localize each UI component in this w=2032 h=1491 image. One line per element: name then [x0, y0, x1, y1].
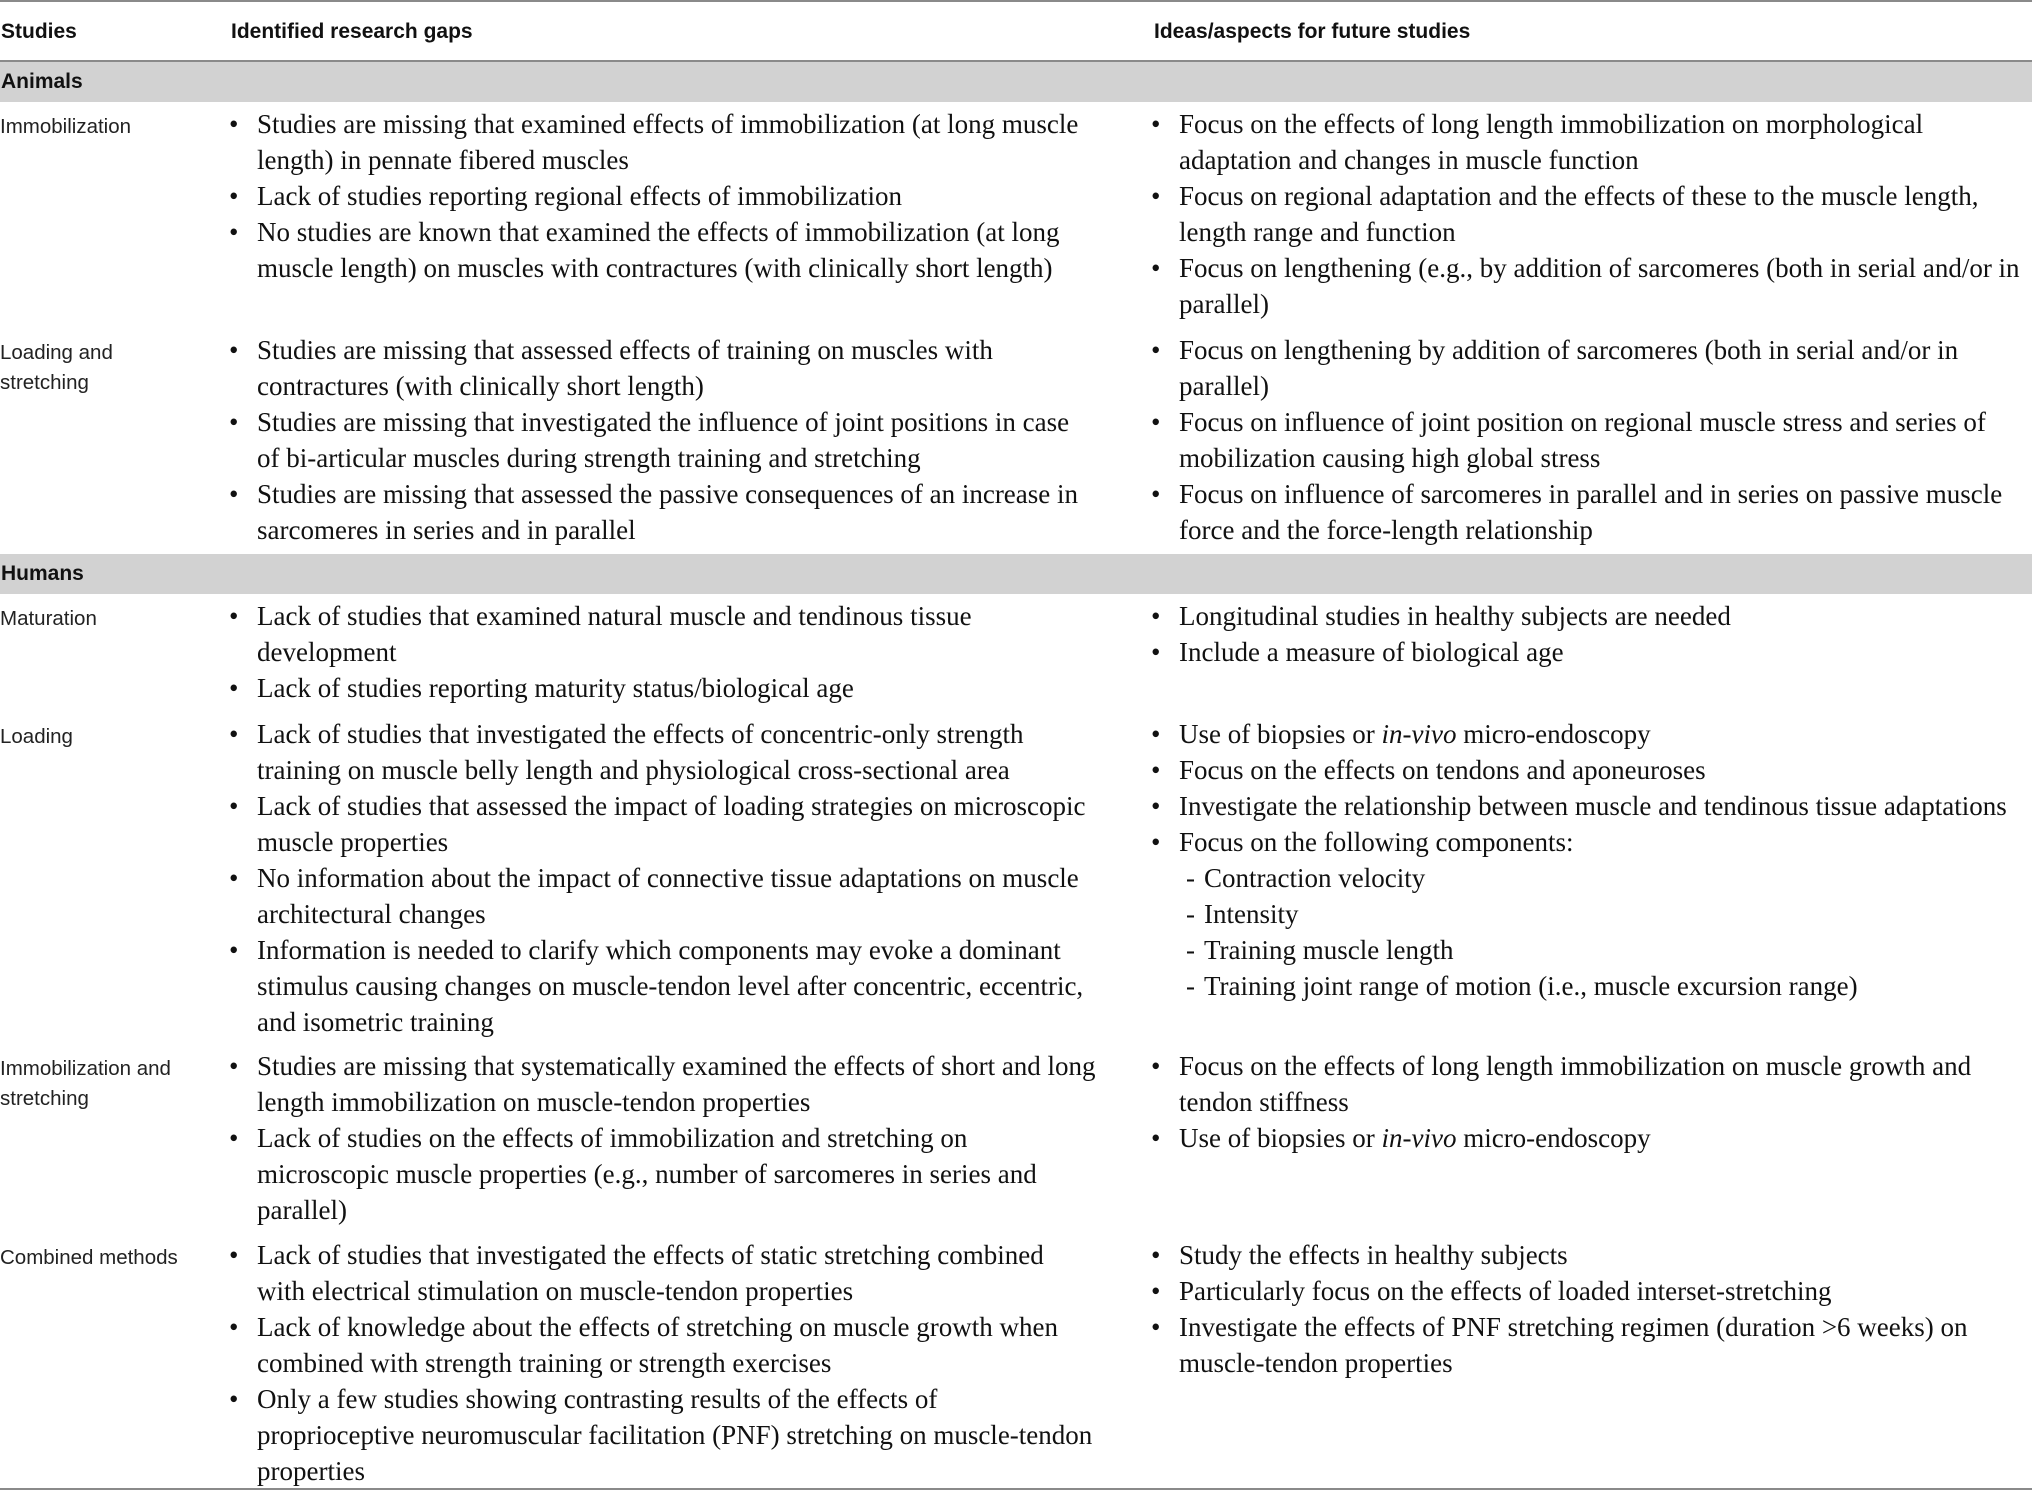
header-future-ideas: Ideas/aspects for future studies — [1154, 20, 1471, 43]
row-label: Loading and stretching — [0, 341, 113, 394]
list-item: • Focus on the effects on tendons and aponeuroses — [1148, 752, 2032, 788]
list-item: • Focus on influence of sarcomeres in parallel and in series on passive muscle force and the force-length relationship — [1148, 476, 2032, 548]
list-item: • Lack of studies that investigated the effects of static stretching combined with electrical stimulation on muscle-tendon properties — [226, 1237, 1096, 1309]
list-item: • Studies are missing that investigated the influence of joint positions in case of bi-articular muscles during strength training and stretching — [226, 404, 1096, 476]
gaps-list — [226, 716, 1096, 1040]
list-item: • Include a measure of biological age — [1148, 634, 2032, 670]
row-humans-immobilization-stretching — [0, 1044, 2032, 1233]
row-label: Loading — [0, 725, 73, 748]
list-item: • Lack of studies that assessed the impact of loading strategies on microscopic muscle properties — [226, 788, 1096, 860]
section-humans: Humans — [0, 554, 2032, 594]
section-animals: Animals — [0, 62, 2032, 102]
text-span: Focus on the following components: — [1179, 827, 1574, 857]
components-list — [1179, 860, 2032, 1004]
header-studies: Studies — [1, 20, 77, 43]
row-animals-immobilization — [0, 102, 2032, 328]
list-item: • Particularly focus on the effects of loaded interset-stretching — [1148, 1273, 2032, 1309]
list-item: • Longitudinal studies in healthy subjects are needed — [1148, 598, 2032, 634]
ideas-list — [1148, 598, 2032, 670]
row-label: Combined methods — [0, 1246, 178, 1269]
list-item: • Focus on lengthening (e.g., by addition of sarcomeres (both in serial and/or in parallel) — [1148, 250, 2032, 322]
list-item: • Focus on regional adaptation and the effects of these to the muscle length, length range and function — [1148, 178, 2032, 250]
list-item: • Only a few studies showing contrasting results of the effects of proprioceptive neuromuscular facilitation (PNF) stretching on muscle-tendon properties — [226, 1381, 1096, 1489]
sub-list-item: - Contraction velocity — [1179, 860, 2032, 896]
gaps-list — [226, 1048, 1096, 1228]
text-span-italic: in-vivo — [1381, 719, 1457, 749]
sub-list-item: - Training joint range of motion (i.e., muscle excursion range) — [1179, 968, 2032, 1004]
row-humans-combined-methods — [0, 1233, 2032, 1486]
text-span: micro-endoscopy — [1456, 1123, 1651, 1153]
list-item: • Focus on influence of joint position on regional muscle stress and series of mobilization causing high global stress — [1148, 404, 2032, 476]
ideas-list — [1148, 716, 2032, 1004]
text-span: Use of biopsies or — [1179, 719, 1382, 749]
row-humans-maturation — [0, 594, 2032, 712]
list-item: • Focus on lengthening by addition of sarcomeres (both in serial and/or in parallel) — [1148, 332, 2032, 404]
list-item: • Lack of studies that examined natural muscle and tendinous tissue development — [226, 598, 1096, 670]
gaps-list — [226, 106, 1096, 286]
list-item: • Information is needed to clarify which components may evoke a dominant stimulus causing changes on muscle-tendon level after concentric, eccentric, and isometric training — [226, 932, 1096, 1040]
list-item: • Lack of studies that investigated the effects of concentric-only strength training on muscle belly length and physiological cross-sectional area — [226, 716, 1096, 788]
list-item: • Focus on the effects of long length immobilization on muscle growth and tendon stiffness — [1148, 1048, 2032, 1120]
ideas-list — [1148, 1048, 2032, 1156]
row-humans-loading — [0, 712, 2032, 1044]
list-item: • Lack of studies on the effects of immobilization and stretching on microscopic muscle properties (e.g., number of sarcomeres in series and parallel) — [226, 1120, 1096, 1228]
list-item — [1148, 824, 2032, 1004]
table-header — [0, 0, 2032, 62]
list-item: • No studies are known that examined the effects of immobilization (at long muscle length) on muscles with contractures (with clinically short length) — [226, 214, 1096, 286]
gaps-list — [226, 332, 1096, 548]
row-label: Immobilization — [0, 115, 132, 138]
text-span-italic: in-vivo — [1381, 1123, 1457, 1153]
header-research-gaps: Identified research gaps — [231, 20, 473, 43]
list-item: • Lack of knowledge about the effects of stretching on muscle growth when combined with strength training or strength exercises — [226, 1309, 1096, 1381]
table-bottom-rule — [0, 1488, 2032, 1490]
row-label: Maturation — [0, 607, 97, 630]
ideas-list — [1148, 1237, 2032, 1381]
list-item: • Studies are missing that examined effects of immobilization (at long muscle length) in pennate fibered muscles — [226, 106, 1096, 178]
gaps-list — [226, 1237, 1096, 1489]
text-span: Use of biopsies or — [1179, 1123, 1382, 1153]
list-item: • Studies are missing that assessed effects of training on muscles with contractures (with clinically short length) — [226, 332, 1096, 404]
list-item: • Investigate the relationship between muscle and tendinous tissue adaptations — [1148, 788, 2032, 824]
list-item: • Investigate the effects of PNF stretching regimen (duration >6 weeks) on muscle-tendon properties — [1148, 1309, 2032, 1381]
list-item: • Lack of studies reporting maturity status/biological age — [226, 670, 1096, 706]
row-label: Immobilization and stretching — [0, 1057, 171, 1110]
list-item: • Studies are missing that systematically examined the effects of short and long length immobilization on muscle-tendon properties — [226, 1048, 1096, 1120]
row-animals-loading-stretching — [0, 328, 2032, 554]
list-item — [1148, 1120, 2032, 1156]
text-span: micro-endoscopy — [1456, 719, 1651, 749]
sub-list-item: - Training muscle length — [1179, 932, 2032, 968]
sub-list-item: - Intensity — [1179, 896, 2032, 932]
list-item: • Study the effects in healthy subjects — [1148, 1237, 2032, 1273]
list-item: • Focus on the effects of long length immobilization on morphological adaptation and changes in muscle function — [1148, 106, 2032, 178]
list-item: • Studies are missing that assessed the passive consequences of an increase in sarcomeres in series and in parallel — [226, 476, 1096, 548]
list-item — [1148, 716, 2032, 752]
list-item: • Lack of studies reporting regional effects of immobilization — [226, 178, 1096, 214]
ideas-list — [1148, 106, 2032, 322]
list-item: • No information about the impact of connective tissue adaptations on muscle architectural changes — [226, 860, 1096, 932]
ideas-list — [1148, 332, 2032, 548]
gaps-list — [226, 598, 1096, 706]
